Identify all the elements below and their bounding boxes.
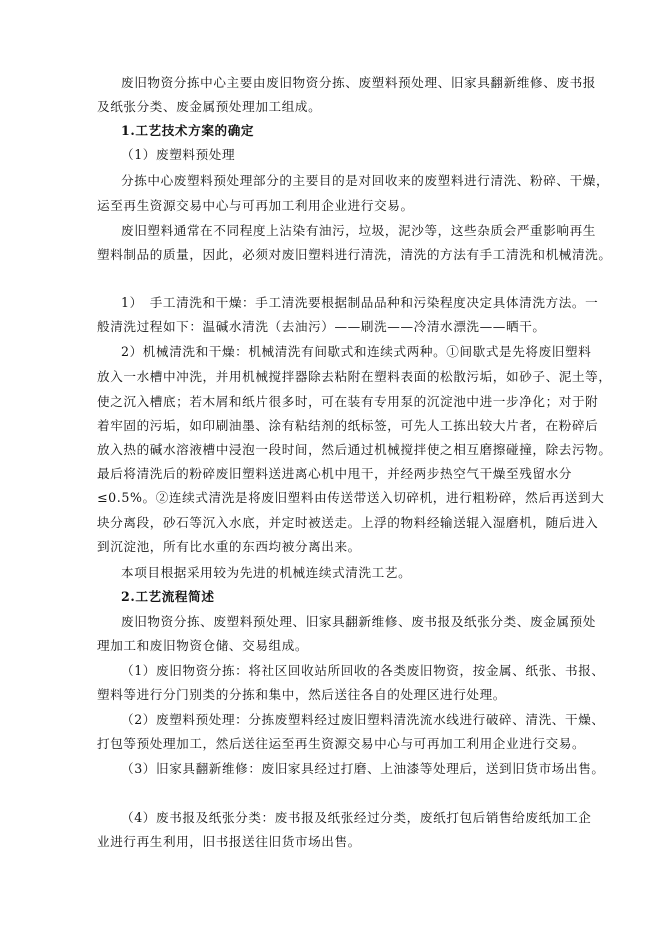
para-paper-sorting-line-1: （4）废书报及纸张分类：废书报及纸张经过分类，废纸打包后销售给废纸加工企 xyxy=(121,810,592,825)
para-mechanical-wash-line-9: 到沉淀池，所有比水重的东西均被分离出来。 xyxy=(97,539,361,554)
para-mechanical-wash-line-5: 放入热的碱水溶液槽中浸泡一段时间，然后通过机械搅拌使之相互磨擦碰撞，除去污物。 xyxy=(97,442,612,457)
para-sorting-line-2: 塑料等进行分门别类的分拣和集中，然后送往各自的处理区进行处理。 xyxy=(97,687,507,702)
para-mechanical-wash-line-3: 使之沉入槽底；若木屑和纸片很多时，可在装有专用泵的沉淀池中进一步净化；对于附 xyxy=(97,394,599,409)
para-mechanical-wash-line-6: 最后将清洗后的粉碎废旧塑料送进离心机中甩干，并经两步热空气干燥至残留水分 xyxy=(97,466,572,481)
para-paper-sorting-line-2: 业进行再生利用，旧书报送往旧货市场出售。 xyxy=(97,834,361,849)
para-plastic-purpose-line-1: 分拣中心废塑料预处理部分的主要目的是对回收来的废塑料进行清洗、粉碎、干燥， xyxy=(121,173,610,188)
para-mechanical-wash-line-4: 着牢固的污垢，如印刷油墨、涂有粘结剂的纸标签，可先人工拣出较大片者，在粉碎后 xyxy=(97,418,599,433)
para-flow-summary-line-1: 废旧物资分拣、废塑料预处理、旧家具翻新维修、废书报及纸张分类、废金属预处 xyxy=(121,614,596,629)
para-flow-summary-line-2: 理加工和废旧物资仓储、交易组成。 xyxy=(97,638,309,653)
para-furniture-refurb: （3）旧家具翻新维修：废旧家具经过打磨、上油漆等处理后，送到旧货市场出售。 xyxy=(121,761,605,776)
para-contamination-line-1: 废旧塑料通常在不同程度上沾染有油污，垃圾，泥沙等，这些杂质会严重影响再生 xyxy=(121,223,596,238)
para-plastic-purpose-line-2: 运至再生资源交易中心与可再加工利用企业进行交易。 xyxy=(97,198,414,213)
para-mechanical-wash-line-7: ≤0.5%。②连续式清洗是将废旧塑料由传送带送入切碎机，进行粗粉碎，然后再送到大 xyxy=(97,490,605,505)
para-sorting-line-1: （1）废旧物资分拣：将社区回收站所回收的各类废旧物资，按金属、纸张、书报、 xyxy=(121,663,605,678)
para-contamination-line-2: 塑料制品的质量，因此，必须对废旧塑料进行清洗，清洗的方法有手工清洗和机械清洗。 xyxy=(97,247,612,262)
para-mechanical-wash-line-1: 2）机械清洗和干燥：机械清洗有间歇式和连续式两种。①间歇式是先将废旧塑料 xyxy=(121,344,592,359)
heading-process-flow: 2.工艺流程简述 xyxy=(121,589,215,604)
para-intro-line-2: 及纸张分类、废金属预处理加工组成。 xyxy=(97,99,322,114)
para-adopted-process: 本项目根据采用较为先进的机械连续式清洗工艺。 xyxy=(121,565,412,580)
para-intro-line-1: 废旧物资分拣中心主要由废旧物资分拣、废塑料预处理、旧家具翻新维修、废书报 xyxy=(121,75,596,90)
heading-process-plan: 1.工艺技术方案的确定 xyxy=(121,123,255,138)
para-manual-wash-line-1: 1） 手工清洗和干燥：手工清洗要根据制品品种和污染程度决定具体清洗方法。一 xyxy=(121,295,599,310)
subheading-plastic-pretreatment: （1）废塑料预处理 xyxy=(121,147,236,162)
para-mechanical-wash-line-8: 块分离段，砂石等沉入水底，并定时被送走。上浮的物料经输送辊入湿磨机，随后进入 xyxy=(97,515,599,530)
para-mechanical-wash-line-2: 放入一水槽中冲洗，并用机械搅拌器除去粘附在塑料表面的松散污垢，如砂子、泥土等， xyxy=(97,369,612,384)
para-manual-wash-line-2: 般清洗过程如下：温碱水清洗（去油污）——刷洗——冷清水漂洗——晒干。 xyxy=(97,319,546,334)
para-plastic-flow-line-1: （2）废塑料预处理：分拣废塑料经过废旧塑料清洗流水线进行破碎、清洗、干燥、 xyxy=(121,712,605,727)
para-plastic-flow-line-2: 打包等预处理加工，然后送往运至再生资源交易中心与可再加工利用企业进行交易。 xyxy=(97,736,586,751)
